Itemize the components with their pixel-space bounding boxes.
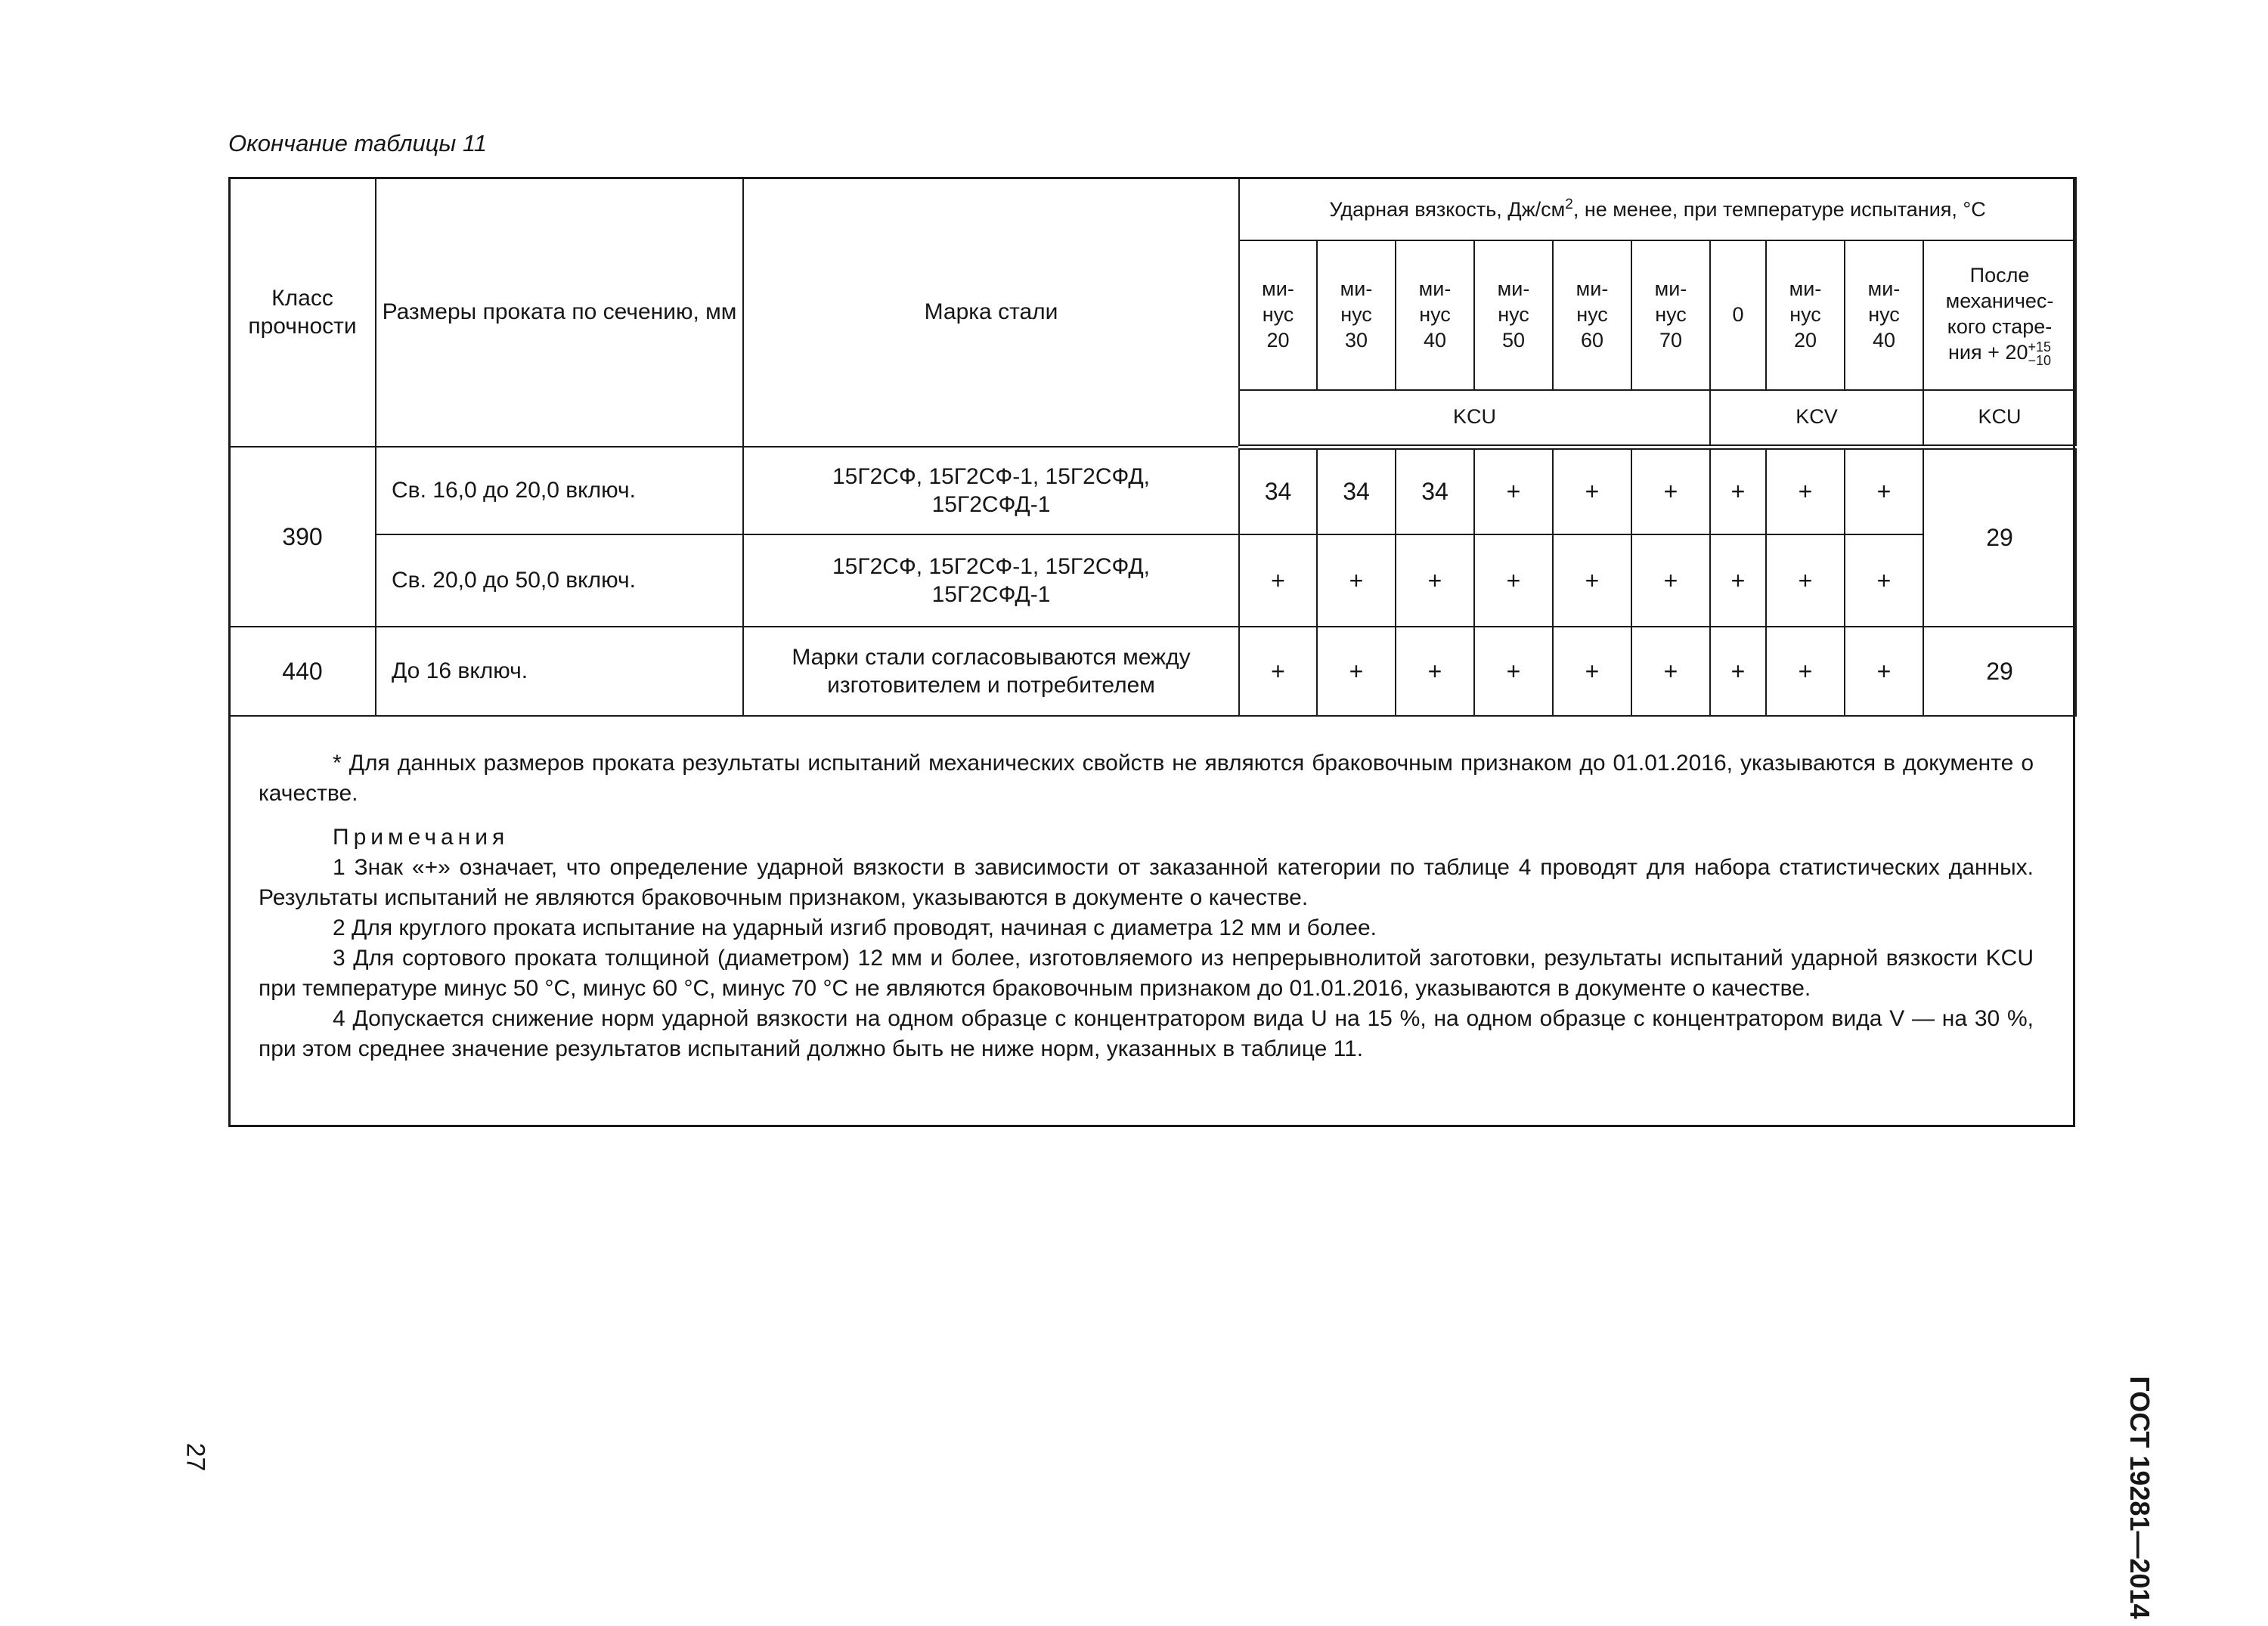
header-temp-3: ми- нус 40 [1396, 240, 1474, 390]
size-cell: Св. 20,0 до 50,0 включ. [376, 534, 743, 627]
value-cell: + [1474, 627, 1553, 716]
note-2: 2 Для круглого проката испытание на ударный изгиб проводят, начиная с диаметра 12 мм и более. [333, 915, 1377, 940]
impact-toughness-table [228, 177, 2077, 717]
note-3: 3 Для сортового проката толщиной (диаметром) 12 мм и более, изготовляемого из непрерывнолитой заготовки, результаты испытаний ударной вязкости KCU при температуре минус 50 °С, минус 60 °С, минус 70 °С не являются браковочным признаком до 01.01.2016, указываются в документе о качестве. [259, 946, 2034, 1001]
value-cell: + [1766, 627, 1845, 716]
value-cell: + [1766, 447, 1845, 534]
value-cell: + [1845, 627, 1923, 716]
value-cell: + [1710, 627, 1766, 716]
strength-class-390: 390 [229, 447, 376, 627]
notes-heading: Примечания [333, 825, 510, 850]
value-cell: 34 [1396, 447, 1474, 534]
value-cell: + [1710, 534, 1766, 627]
header-temp-5: ми- нус 60 [1553, 240, 1631, 390]
value-cell: + [1239, 534, 1317, 627]
grade-cell: Марки стали согласовываются между изготовителем и потребителем [743, 627, 1239, 716]
value-cell: + [1553, 534, 1631, 627]
grade-cell: 15Г2СФ, 15Г2СФ-1, 15Г2СФД, 15Г2СФД-1 [743, 447, 1239, 534]
header-sizes: Размеры проката по сечению, мм [376, 178, 743, 447]
footnote: * Для данных размеров проката результаты испытаний механических свойств не являются браковочным признаком до 01.01.2016, указываются в документе о качестве. [259, 751, 2034, 806]
header-strength-class: Класс прочности [229, 178, 376, 447]
value-cell: + [1317, 534, 1396, 627]
value-cell: + [1631, 447, 1710, 534]
header-temp-8: ми- нус 20 [1766, 240, 1845, 390]
header-steel-grade: Марка стали [743, 178, 1239, 447]
header-kcv: KCV [1710, 390, 1923, 447]
page-number: 27 [181, 1442, 210, 1472]
header-temp-7: 0 [1710, 240, 1766, 390]
value-cell: + [1553, 627, 1631, 716]
value-cell: + [1474, 534, 1553, 627]
table-row [229, 627, 2076, 716]
notes-block [259, 748, 2034, 1064]
header-temp-6: ми- нус 70 [1631, 240, 1710, 390]
value-cell: + [1396, 534, 1474, 627]
value-cell: + [1317, 627, 1396, 716]
value-cell: + [1845, 534, 1923, 627]
value-cell: + [1239, 627, 1317, 716]
header-temp-1: ми- нус 20 [1239, 240, 1317, 390]
header-temp-4: ми- нус 50 [1474, 240, 1553, 390]
header-temp-9: ми- нус 40 [1845, 240, 1923, 390]
value-cell: + [1474, 447, 1553, 534]
value-cell: + [1631, 627, 1710, 716]
value-cell: + [1766, 534, 1845, 627]
table-caption: Окончание таблицы 11 [228, 130, 488, 156]
size-cell: Св. 16,0 до 20,0 включ. [376, 447, 743, 534]
value-cell: 34 [1239, 447, 1317, 534]
grade-cell: 15Г2СФ, 15Г2СФ-1, 15Г2СФД, 15Г2СФД-1 [743, 534, 1239, 627]
table-row [229, 534, 2076, 627]
note-1: 1 Знак «+» означает, что определение ударной вязкости в зависимости от заказанной категории по таблице 4 проводят для набора статистических данных. Результаты испытаний не являются браковочным признаком, указываются в документе о качестве. [259, 855, 2034, 910]
header-aging: После механичес- кого старе- ния + 20+15 −10 [1923, 240, 2076, 390]
value-cell: + [1845, 447, 1923, 534]
value-cell: + [1710, 447, 1766, 534]
header-kcu-aging: KCU [1923, 390, 2076, 447]
value-cell: 34 [1317, 447, 1396, 534]
size-cell: До 16 включ. [376, 627, 743, 716]
header-temp-2: ми- нус 30 [1317, 240, 1396, 390]
note-4: 4 Допускается снижение норм ударной вязкости на одном образце с концентратором вида U на 15 %, на одном образце с концентратором вида V — на 30 %, при этом среднее значение результатов испытаний должно быть не ниже норм, указанных в таблице 11. [259, 1006, 2034, 1061]
table-row [229, 447, 2076, 534]
header-kcu: KCU [1239, 390, 1710, 447]
header-impact-group: Ударная вязкость, $Дж/см^2$, не менее, при температуре испытания, °С [1239, 178, 2076, 240]
strength-class-440: 440 [229, 627, 376, 716]
aging-value-440: 29 [1923, 627, 2076, 716]
value-cell: + [1631, 534, 1710, 627]
standard-designation: ГОСТ 19281—2014 [2124, 1376, 2155, 1619]
aging-value-390: 29 [1923, 447, 2076, 627]
value-cell: + [1553, 447, 1631, 534]
value-cell: + [1396, 627, 1474, 716]
